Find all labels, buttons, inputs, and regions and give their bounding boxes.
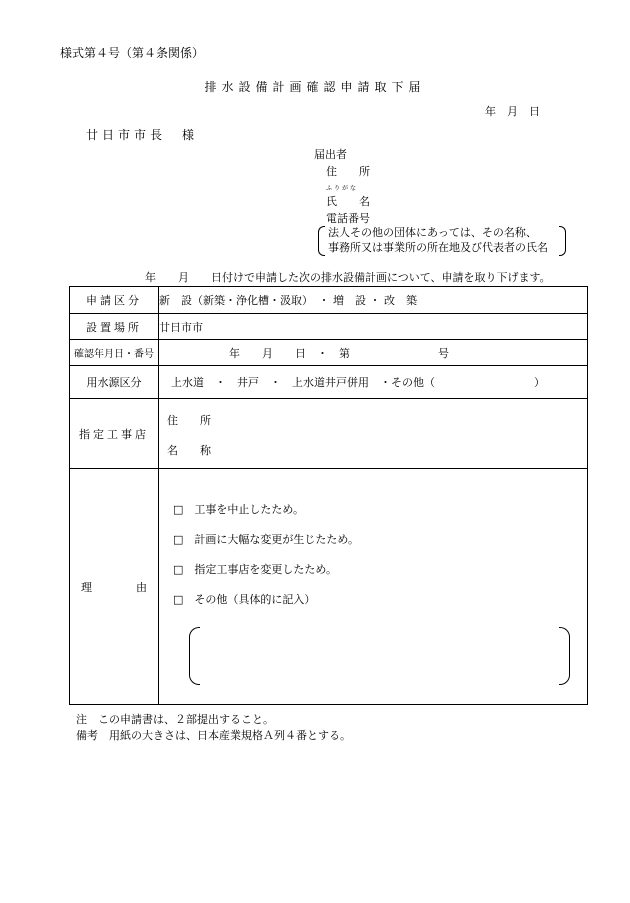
withdrawal-statement: 年 月 日付けで申請した次の排水設備計画について、申請を取り下げます。 bbox=[145, 271, 551, 284]
row-confirmation bbox=[70, 340, 588, 366]
address-label: 住 所 bbox=[326, 165, 370, 178]
furigana-label: ふりがな bbox=[326, 185, 359, 192]
row-application-type bbox=[70, 287, 588, 314]
other-reason-paren-right bbox=[559, 627, 570, 685]
phone-label: 電話番号 bbox=[326, 212, 370, 225]
notifier-label: 届出者 bbox=[314, 148, 347, 161]
contractor-label: 指定工事店 bbox=[70, 399, 159, 469]
reason-checkbox-plan-changed[interactable]: □ 計画に大幅な変更が生じたため。 bbox=[173, 532, 359, 546]
water-source-label: 用水源区分 bbox=[70, 366, 159, 399]
application-table bbox=[69, 286, 588, 705]
contractor-name-field[interactable]: 名 称 bbox=[167, 443, 211, 457]
confirmation-label: 確認年月日・番号 bbox=[70, 340, 159, 366]
corporate-note-line-2: 事務所又は事業所の所在地及び代表者の氏名 bbox=[328, 241, 548, 254]
corporate-note bbox=[318, 226, 566, 256]
reason-checkbox-other[interactable]: □ その他（具体的に記入） bbox=[173, 592, 316, 606]
corporate-note-line-1: 法人その他の団体にあっては、その名称、 bbox=[328, 226, 537, 239]
note-paper-size: 備考 用紙の大きさは、日本産業規格Ａ列４番とする。 bbox=[76, 729, 351, 742]
contractor-address-field[interactable]: 住 所 bbox=[167, 413, 211, 427]
form-number: 様式第４号（第４条関係） bbox=[60, 46, 205, 60]
note-copies: 注 この申請書は、２部提出すること。 bbox=[76, 713, 274, 726]
location-field[interactable]: 廿日市市 bbox=[159, 314, 588, 340]
name-label: 氏 名 bbox=[326, 195, 370, 208]
addressee: 廿日市市長 様 bbox=[86, 128, 199, 142]
application-type-value[interactable]: 新 設（新築・浄化槽・汲取） ・ 増 設 ・ 改 築 bbox=[159, 287, 588, 314]
reason-checkbox-contractor-changed[interactable]: □ 指定工事店を変更したため。 bbox=[173, 562, 337, 576]
row-location bbox=[70, 314, 588, 340]
reason-checkbox-stopped[interactable]: □ 工事を中止したため。 bbox=[173, 502, 304, 516]
contractor-cell bbox=[159, 399, 588, 469]
row-water-source bbox=[70, 366, 588, 399]
bracket-right bbox=[559, 226, 566, 256]
page-title: 排水設備計画確認申請取下届 bbox=[204, 80, 426, 94]
water-source-field[interactable]: 上水道 ・ 井戸 ・ 上水道井戸併用 ・その他（ ） bbox=[159, 366, 588, 399]
row-reason bbox=[70, 469, 588, 705]
row-contractor bbox=[70, 399, 588, 469]
reason-cell bbox=[159, 469, 588, 705]
confirmation-field[interactable]: 年 月 日 ・ 第 号 bbox=[159, 340, 588, 366]
reason-label: 理 由 bbox=[70, 469, 159, 705]
application-type-label: 申請区分 bbox=[70, 287, 159, 314]
other-reason-paren-left bbox=[189, 627, 200, 685]
location-label: 設置場所 bbox=[70, 314, 159, 340]
submission-date: 年 月 日 bbox=[485, 105, 540, 118]
bracket-left bbox=[318, 226, 325, 256]
